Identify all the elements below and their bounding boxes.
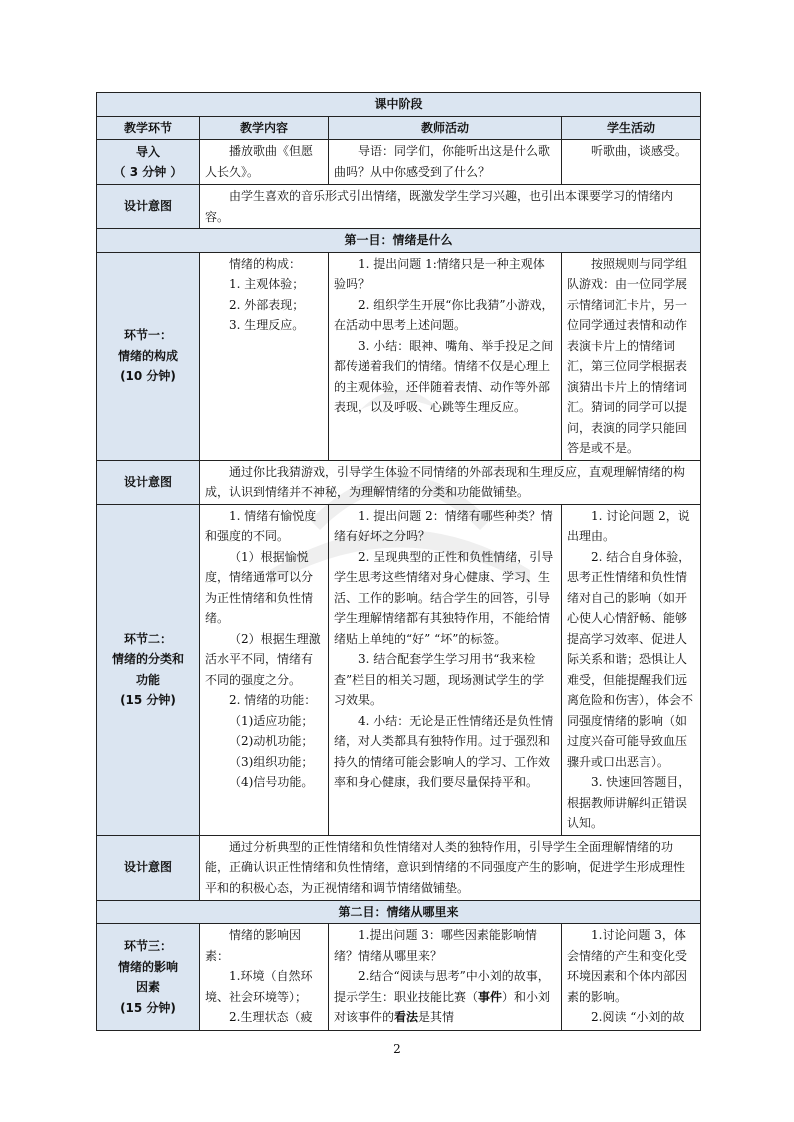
step1-design-label: 设计意图 xyxy=(97,460,200,504)
step1-content-line: 情绪的构成： xyxy=(229,256,302,271)
intro-row xyxy=(97,140,701,185)
intro-design-label: 设计意图 xyxy=(97,185,200,229)
step2-design-text xyxy=(200,835,701,900)
step1-content-line: 3. 生理反应。 xyxy=(229,318,305,332)
step3-student-line: 1.讨论问题 3，体会情绪的产生和变化受环境因素和个体内部因素的影响。 xyxy=(567,928,688,1004)
intro-label-title: 导入 xyxy=(135,144,160,159)
step2-content-line: （1）根据愉悦度，情绪通常可以分为正性情绪和负性情绪。 xyxy=(205,549,314,625)
step1-design-paragraph: 通过你比我猜游戏，引导学生体验不同情绪的外部表现和生理反应，直观理解情绪的构成，认识到情绪并不神秘，为理解情绪的分类和功能做铺垫。 xyxy=(205,464,686,499)
step3-student-line: 2.阅读 “小刘的故 xyxy=(591,1010,685,1024)
step2-teacher-line: 2. 呈现典型的正性和负性情绪，引导学生思考这些情绪对身心健康、学习、生活、工作的影响。结合学生的回答，引导学生理解情绪都有其独特作用，不能给情绪贴上单纯的“好” “坏”的标签。 xyxy=(334,549,554,646)
step2-student-line: 3. 快速回答题目，根据教师讲解纠正错误认知。 xyxy=(567,775,691,830)
intro-design-row xyxy=(97,185,701,229)
step3-student xyxy=(562,924,701,1031)
step2-student-line: 2. 结合自身体验，思考正性情绪和负性情绪对自己的影响（如开心使人心情舒畅、能够提高学习效率、促进人际关系和谐；恐惧让人难受，但能提醒我们远离危险和伤害），体会不同强度情绪的影响（如过度兴奋可能导致血压骤升或口出恶言）。 xyxy=(567,549,694,769)
step1-content-line: 1. 主观体验； xyxy=(229,277,305,291)
header-student: 学生活动 xyxy=(562,116,701,140)
step2-design-paragraph: 通过分析典型的正性情绪和负性情绪对人类的独特作用，引导学生全面理解情绪的功能，正确认识正性情绪和负性情绪，意识到情绪的不同强度产生的影响，促进学生形成理性平和的积极心态，为正视情绪和调节情绪做铺垫。 xyxy=(205,839,686,895)
intro-label-time: （ 3 分钟 ） xyxy=(113,165,183,179)
unit1-row xyxy=(97,229,701,253)
step3-teacher-line xyxy=(334,966,556,1028)
step1-label xyxy=(97,252,200,460)
header-content: 教学内容 xyxy=(200,116,329,140)
step2-design-row xyxy=(97,835,701,900)
step2-teacher xyxy=(329,504,562,835)
intro-teacher-text: 导语：同学们，你能听出这是什么歌曲吗？从中你感受到了什么？ xyxy=(334,144,551,179)
step2-content-line: 2. 情绪的功能： xyxy=(229,693,317,707)
step2-student-line: 1. 讨论问题 2，说出理由。 xyxy=(567,508,690,543)
column-header-row xyxy=(97,116,701,140)
step3-content-line: 2.生理状态（疲 xyxy=(229,1010,313,1024)
unit2-title: 第二目：情绪从哪里来 xyxy=(97,900,701,924)
step2-function-item: （4)信号功能。 xyxy=(229,775,314,789)
step3-teacher-bold-view: 看法 xyxy=(394,1010,419,1024)
step3-teacher-text: 是其情 xyxy=(418,1010,455,1024)
step2-design-label: 设计意图 xyxy=(97,835,200,900)
step2-function-item: （2)动机功能； xyxy=(229,734,314,748)
step1-label-line1: 环节一： xyxy=(123,328,172,343)
step2-function-item: （1)适应功能； xyxy=(229,713,314,728)
step2-student xyxy=(562,504,701,835)
intro-design-paragraph: 由学生喜欢的音乐形式引出情绪，既激发学生学习兴趣，也引出本课要学习的情绪内容。 xyxy=(205,189,674,224)
step2-label-line4: (15 分钟) xyxy=(120,693,176,707)
section-title: 课中阶段 xyxy=(97,93,701,117)
section-header-row xyxy=(97,93,701,117)
step2-teacher-line: 4. 小结：无论是正性情绪还是负性情绪，对人类都具有独特作用。过于强烈和持久的情绪可能会影响人的学习、工作效率和身心健康，我们要尽量保持平和。 xyxy=(334,713,554,789)
step2-row xyxy=(97,504,701,835)
step3-teacher-text: 2.结合“阅读与思考”中小刘的故事，提示学生：职业技能比赛（ xyxy=(334,969,550,1004)
step3-teacher-bold-event: 事件 xyxy=(478,989,503,1004)
step2-label-line3: 功能 xyxy=(135,672,160,687)
page-number: 2 xyxy=(393,1042,401,1056)
step3-label-line1: 环节三： xyxy=(123,939,172,953)
intro-content xyxy=(200,140,329,185)
step1-content-line: 2. 外部表现； xyxy=(229,297,305,312)
step3-content xyxy=(200,924,329,1031)
step1-teacher xyxy=(329,252,562,460)
step1-design-row xyxy=(97,460,701,504)
intro-content-text: 播放歌曲《但愿人长久》。 xyxy=(205,144,314,179)
step2-teacher-line: 1. 提出问题 2：情绪有哪些种类？情绪有好坏之分吗？ xyxy=(334,508,553,543)
step3-label-line2: 情绪的影响 xyxy=(117,959,178,974)
step1-content xyxy=(200,252,329,460)
step2-label xyxy=(97,504,200,835)
step3-content-line: 情绪的影响因素： xyxy=(205,928,302,963)
step1-design-text xyxy=(200,460,701,504)
step2-content-line: （2）根据生理激活水平不同，情绪有不同的强度之分。 xyxy=(205,631,321,687)
step1-label-line2: 情绪的构成 xyxy=(117,348,178,363)
step3-row xyxy=(97,924,701,1031)
step1-row xyxy=(97,252,701,460)
step2-content xyxy=(200,504,329,835)
step3-content-line: 1.环境（自然环境、社会环境等）； xyxy=(205,969,313,1004)
header-step: 教学环节 xyxy=(97,116,200,140)
lesson-plan-table xyxy=(96,92,701,1031)
step2-label-line1: 环节二： xyxy=(123,631,172,646)
step2-label-line2: 情绪的分类和 xyxy=(111,652,184,666)
step1-teacher-line: 3. 小结：眼神、嘴角、举手投足之间都传递着我们的情绪。情绪不仅是心理上的主观体验，还伴随着表情、动作等外部表现，以及呼吸、心跳等生理反应。 xyxy=(334,338,554,414)
step2-function-item: （3)组织功能； xyxy=(229,754,314,769)
step1-teacher-line: 1. 提出问题 1:情绪只是一种主观体验吗？ xyxy=(334,256,545,291)
step3-label-line3: 因素 xyxy=(135,980,160,994)
step3-label-line4: (15 分钟) xyxy=(120,1000,176,1015)
intro-student-text: 听歌曲，谈感受。 xyxy=(591,144,688,158)
step3-label xyxy=(97,924,200,1031)
step1-student xyxy=(562,252,701,460)
step2-teacher-line: 3. 结合配套学生学习用书“我来检查”栏目的相关习题，现场测试学生的学习效果。 xyxy=(334,652,545,707)
step3-teacher-text: ）和小刘对该事件的 xyxy=(334,989,551,1024)
intro-student xyxy=(562,140,701,185)
step1-student-text: 按照规则与同学组队游戏：由一位同学展示情绪词汇卡片，另一位同学通过表情和动作表演卡片上的情绪词汇，第三位同学根据表演猜出卡片上的情绪词汇。猜词的同学可以提问，表演的同学只能回答是或不是。 xyxy=(567,256,688,455)
header-teacher: 教师活动 xyxy=(329,116,562,140)
step2-content-line: 1. 情绪有愉悦度和强度的不同。 xyxy=(205,508,317,543)
unit2-row xyxy=(97,900,701,924)
step3-teacher xyxy=(329,924,562,1031)
step1-label-line3: (10 分钟) xyxy=(120,369,176,384)
intro-design-text xyxy=(200,185,701,229)
intro-label xyxy=(97,140,200,185)
intro-teacher xyxy=(329,140,562,185)
step3-teacher-line: 1.提出问题 3：哪些因素能影响情绪？情绪从哪里来？ xyxy=(334,928,537,963)
unit1-title: 第一目：情绪是什么 xyxy=(97,229,701,253)
step1-teacher-line: 2. 组织学生开展“你比我猜”小游戏，在活动中思考上述问题。 xyxy=(334,297,554,332)
